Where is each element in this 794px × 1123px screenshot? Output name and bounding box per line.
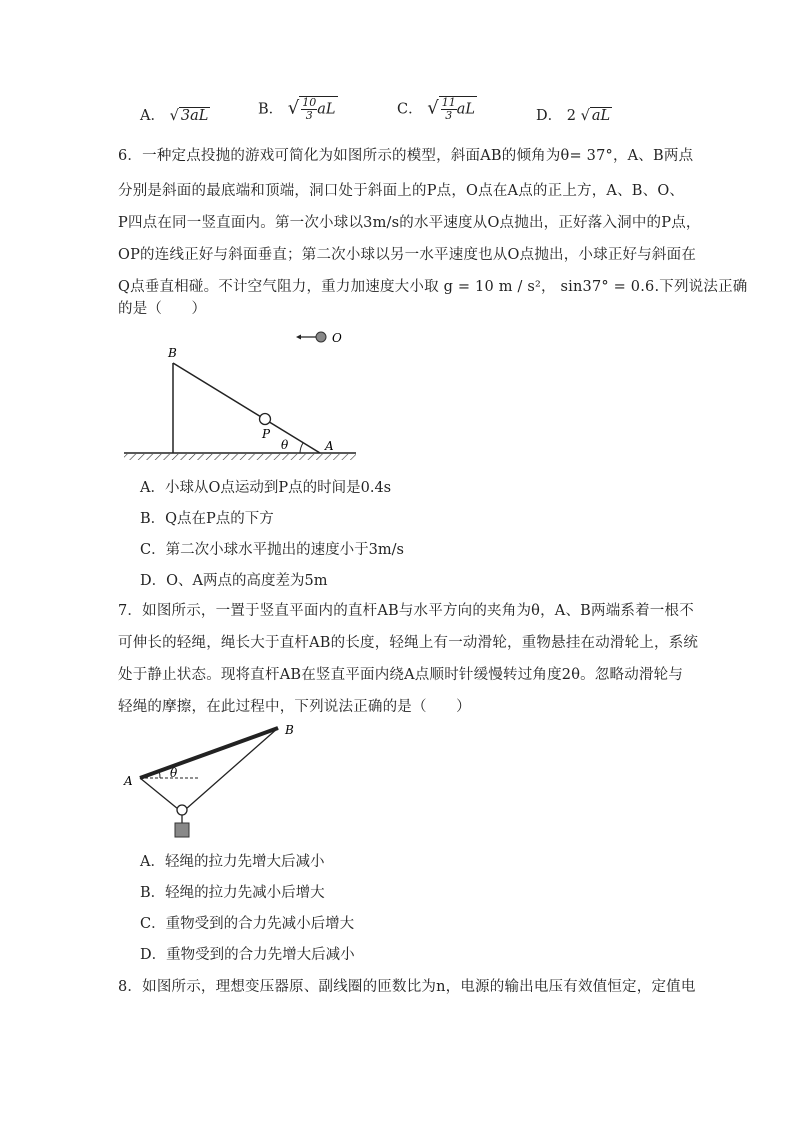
sqrt-expression: √ 3aL: [169, 108, 209, 124]
q7-stem-line-4: 轻绳的摩擦，在此过程中，下列说法正确的是（ ）: [118, 699, 471, 715]
q7-stem-line-3: 处于静止状态。现将直杆AB在竖直平面内绕A点顺时针缓慢转过角度2θ。忽略动滑轮与: [118, 667, 684, 683]
label-b: B: [168, 346, 177, 360]
rod-ab: [140, 728, 278, 778]
label-a: A: [325, 439, 334, 453]
label-a: A: [124, 774, 133, 788]
q7-option-a: A．轻绳的拉力先增大后减小: [140, 854, 325, 870]
label-o: O: [332, 331, 342, 345]
q8-stem-line-1: 8．如图所示，理想变压器原、副线圈的匝数比为n，电源的输出电压有效值恒定，定值电: [118, 979, 696, 995]
fraction: $\frac{10}{3}$: [302, 96, 317, 122]
hole-p: [260, 414, 271, 425]
incline-line: [173, 363, 320, 453]
q7-rod-pulley-figure: [120, 718, 300, 846]
choice-label: B．: [258, 101, 284, 118]
ground-hatch: [124, 454, 356, 460]
q6-option-c: C．第二次小球水平抛出的速度小于3m/s: [140, 542, 404, 558]
q5-choice-c: [397, 96, 477, 122]
q6-option-a: A．小球从O点运动到P点的时间是0.4s: [140, 480, 392, 496]
choice-label: D．: [536, 108, 563, 124]
label-b: B: [285, 723, 294, 737]
q6-stem-line-1: 6．一种定点投抛的游戏可简化为如图所示的模型，斜面AB的倾角为θ= 37°，A、B两点: [118, 148, 694, 164]
choice-label: A．: [140, 108, 165, 124]
q6-stem-line-6: 的是（ ）: [118, 301, 207, 317]
velocity-arrowhead: [296, 335, 301, 340]
angle-arc: [300, 443, 303, 453]
label-p: P: [262, 427, 271, 441]
q7-stem-line-2: 可伸长的轻绳，绳长大于直杆AB的长度，轻绳上有一动滑轮，重物悬挂在动滑轮上，系统: [118, 635, 699, 651]
coefficient: 2: [566, 108, 576, 124]
sqrt-expression: √ $\frac{11}{3}$ aL: [427, 96, 475, 122]
choice-label: C．: [397, 101, 423, 118]
sqrt-expression: √ $\frac{10}{3}$ aL: [287, 96, 336, 122]
q6-stem-line-3: P四点在同一竖直面内。第一次小球以3m/s的水平速度从O点抛出，正好落入洞中的P点，: [118, 215, 701, 231]
q5-choice-b: [258, 96, 338, 122]
q7-stem-line-1: 7．如图所示，一置于竖直平面内的直杆AB与水平方向的夹角为θ，A、B两端系着一根不: [118, 603, 694, 619]
fraction: $\frac{11}{3}$: [441, 96, 456, 122]
q6-stem-line-5: Q点垂直相碰。不计空气阻力，重力加速度大小取 g = 10 m / s²， sin37° = 0.6.下列说法正确: [118, 279, 748, 295]
radicand: aL: [317, 101, 336, 118]
q6-option-b: B．Q点在P点的下方: [140, 511, 274, 527]
weight-block: [175, 823, 189, 837]
q6-stem-line-2: 分别是斜面的最底端和顶端，洞口处于斜面上的P点，O点在A点的正上方，A、B、O、: [118, 183, 685, 199]
radicand: 3aL: [180, 108, 209, 124]
q7-option-b: B．轻绳的拉力先减小后增大: [140, 885, 325, 901]
sqrt-expression: √ aL: [580, 108, 611, 124]
q6-incline-figure: [120, 325, 360, 465]
radicand: aL: [456, 101, 475, 118]
q6-stem-line-4: OP的连线正好与斜面垂直；第二次小球以另一水平速度也从O点抛出，小球正好与斜面在: [118, 247, 697, 263]
q5-choice-d: [536, 104, 612, 125]
radicand: aL: [591, 108, 611, 124]
rope-right: [186, 728, 278, 809]
pulley: [177, 805, 187, 815]
ball-o: [316, 332, 326, 342]
q6-option-d: D．O、A两点的高度差为5m: [140, 573, 328, 589]
q7-option-c: C．重物受到的合力先减小后增大: [140, 916, 355, 932]
q7-option-d: D．重物受到的合力先增大后减小: [140, 947, 355, 963]
label-theta: θ: [170, 766, 178, 780]
q5-choice-a: [140, 104, 210, 125]
label-theta: θ: [281, 438, 289, 452]
rope-left: [140, 778, 178, 809]
